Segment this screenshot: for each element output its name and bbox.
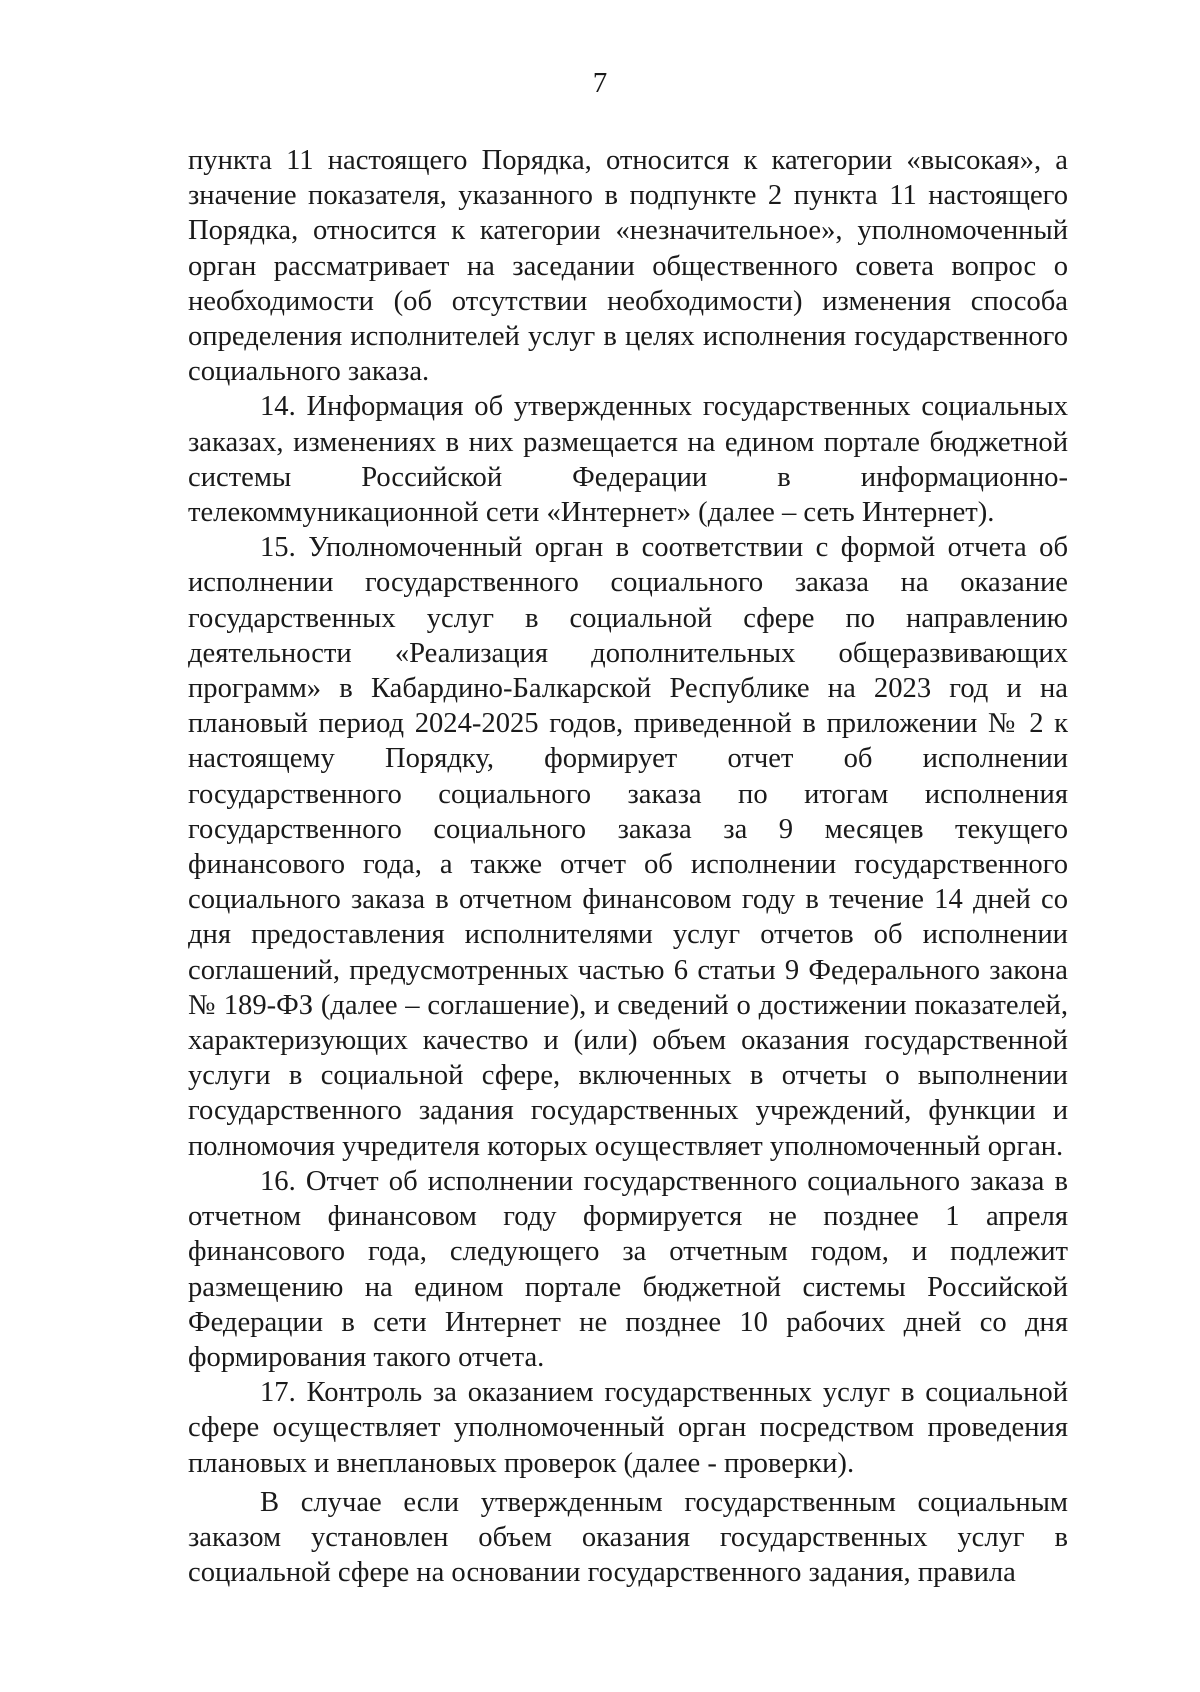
paragraph-15: 15. Уполномоченный орган в соответствии с формой отчета об исполнении государственного социального заказа на оказание государственных услуг в социальной сфере по направлению деятельности «Реализация дополнительных общеразвивающих программ» в Кабардино-Балкарской Республике на 2023 год и на плановый период 2024-2025 годов, приведенной в приложении № 2 к настоящему Порядку, формирует отчет об исполнении государственного социального заказа по итогам исполнения государственного социального заказа за 9 месяцев текущего финансового года, а также отчет об исполнении государственного социального заказа в отчетном финансовом году в течение 14 дней со дня предоставления исполнителями услуг отчетов об исполнении соглашений, предусмотренных частью 6 статьи 9 Федерального закона № 189-ФЗ (далее – соглашение), и сведений о достижении показателей, характеризующих качество и (или) объем оказания государственной услуги в социальной сфере, включенных в отчеты о выполнении государственного задания государственных учреждений, функции и полномочия учредителя которых осуществляет уполномоченный орган. [188,532,1068,1162]
paragraph-17-case: В случае если утвержденным государственным социальным заказом установлен объем оказания государственных услуг в социальной сфере на основании государственного задания, правила [188,1486,1068,1589]
paragraph-16: 16. Отчет об исполнении государственного социального заказа в отчетном финансовом году формируется не позднее 1 апреля финансового года, следующего за отчетным годом, и подлежит размещению на едином портале бюджетной системы Российской Федерации в сети Интернет не позднее 10 рабочих дней со дня формирования такого отчета. [188,1165,1068,1373]
page-number: 7 [592,67,608,99]
paragraph-14: 14. Информация об утвержденных государственных социальных заказах, изменениях в них размещается на едином портале бюджетной системы Российской Федерации в информационно-телекоммуникационной сети «Интернет» (далее – сеть Интернет). [188,391,1068,529]
document-body [188,143,1068,1590]
paragraph-continuation: пункта 11 настоящего Порядка, относится к категории «высокая», а значение показателя, указанного в подпункте 2 пункта 11 настоящего Порядка, относится к категории «незначительное», уполномоченный орган рассматривает на заседании общественного совета вопрос о необходимости (об отсутствии необходимости) изменения способа определения исполнителей услуг в целях исполнения государственного социального заказа. [188,145,1068,388]
paragraph-17: 17. Контроль за оказанием государственных услуг в социальной сфере осуществляет уполномоченный орган посредством проведения плановых и внеплановых проверок (далее - проверки). [188,1377,1068,1479]
